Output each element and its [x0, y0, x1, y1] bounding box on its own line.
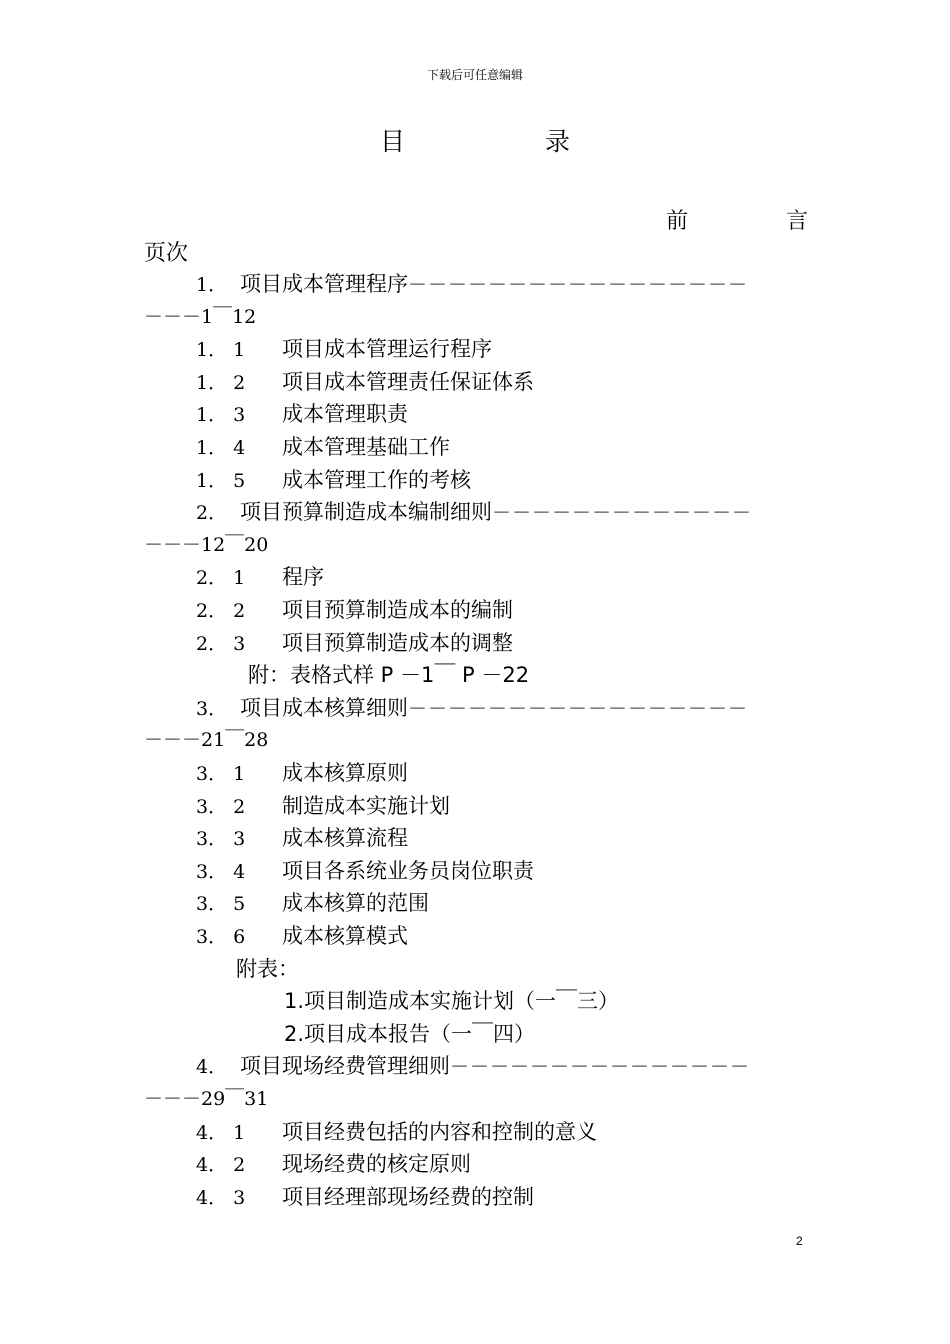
toc-chapter-page-range: －－－1￣12	[144, 306, 257, 328]
toc-section-title: 成本核算的范围	[282, 891, 429, 915]
toc-section-title: 项目成本管理责任保证体系	[282, 370, 534, 394]
toc-section	[196, 333, 492, 365]
toc-chapter-page-range: －－－21￣28	[144, 729, 269, 751]
toc-chapter	[196, 1050, 750, 1082]
toc-section-title: 制造成本实施计划	[282, 794, 450, 818]
toc-section-title: 成本核算原则	[282, 761, 408, 785]
toc-leader: －－－－－－－－－－－－－－－－－	[408, 698, 749, 720]
toc-section	[196, 398, 408, 430]
toc-section-number: 3． 2	[196, 796, 246, 818]
toc-section-number: 4． 2	[196, 1154, 246, 1176]
toc-section	[196, 594, 513, 626]
toc-section-title: 成本管理基础工作	[282, 435, 450, 459]
toc-section-title: 现场经费的核定原则	[282, 1152, 471, 1176]
toc-attachment-item: 1.项目制造成本实施计划（一￣三）	[284, 989, 620, 1013]
toc-leader: －－－－－－－－－－－－－－－	[450, 1056, 751, 1078]
preface-left: 前	[666, 209, 689, 234]
toc-attachment-item: 2.项目成本报告（一￣四）	[284, 1022, 536, 1046]
toc-chapter-number: 2．	[196, 502, 228, 524]
toc-section-number: 3． 5	[196, 893, 246, 915]
toc-section-title: 项目经费包括的内容和控制的意义	[282, 1120, 597, 1144]
toc-chapter-page-range: －－－29￣31	[144, 1088, 269, 1110]
toc-chapter	[196, 496, 752, 528]
toc-section-number: 2． 3	[196, 633, 246, 655]
toc-section-title: 项目经理部现场经费的控制	[282, 1185, 534, 1209]
page-title: 目 录	[380, 127, 636, 156]
toc-section	[196, 366, 534, 398]
toc-chapter	[196, 268, 748, 300]
toc-chapter-title: 项目成本核算细则	[240, 696, 408, 720]
toc-section	[196, 1116, 597, 1148]
toc-section-title: 程序	[282, 565, 324, 589]
toc-chapter	[196, 692, 748, 724]
preface-label	[666, 204, 808, 235]
toc-chapter-number: 1．	[196, 274, 228, 296]
toc-section-number: 1． 1	[196, 339, 246, 361]
toc-section	[196, 627, 513, 659]
toc-section	[196, 887, 429, 919]
toc-chapter-page-range: －－－12￣20	[144, 534, 269, 556]
toc-section-number: 1． 2	[196, 372, 246, 394]
toc-chapter-number: 4．	[196, 1056, 228, 1078]
toc-section-number: 4． 1	[196, 1122, 246, 1144]
toc-section-number: 3． 6	[196, 926, 246, 948]
toc-chapter-title: 项目成本管理程序	[240, 272, 408, 296]
preface-right: 言	[785, 209, 808, 234]
toc-section	[196, 1181, 534, 1213]
toc-section	[196, 431, 450, 463]
toc-section-number: 3． 3	[196, 828, 246, 850]
toc-section-number: 1． 4	[196, 437, 246, 459]
toc-section-number: 1． 3	[196, 404, 246, 426]
toc-section	[196, 757, 408, 789]
toc-attachment-heading: 附表：	[236, 957, 299, 981]
toc-section-title: 项目各系统业务员岗位职责	[282, 859, 534, 883]
toc-section-number: 2． 1	[196, 567, 246, 589]
toc-leader: －－－－－－－－－－－－－－－－－	[408, 274, 749, 296]
toc-section-number: 3． 4	[196, 861, 246, 883]
toc-section	[196, 561, 324, 593]
toc-section	[196, 1148, 471, 1180]
toc-section-title: 成本核算流程	[282, 826, 408, 850]
toc-chapter-number: 3．	[196, 698, 228, 720]
toc-attachment: 附：表格式样 P －1￣ P －22	[248, 663, 530, 687]
toc-section	[196, 920, 408, 952]
toc-section-title: 项目预算制造成本的调整	[282, 631, 513, 655]
toc-section	[196, 790, 450, 822]
toc-section	[196, 464, 471, 496]
page-number: 2	[796, 1234, 803, 1248]
toc-chapter-title: 项目预算制造成本编制细则	[240, 500, 492, 524]
toc-section-title: 项目预算制造成本的编制	[282, 598, 513, 622]
toc-section	[196, 822, 408, 854]
toc-section-number: 1． 5	[196, 470, 246, 492]
toc-section-number: 2． 2	[196, 600, 246, 622]
toc-section-number: 3． 1	[196, 763, 246, 785]
toc-section-title: 成本核算模式	[282, 924, 408, 948]
toc-section-title: 项目成本管理运行程序	[282, 337, 492, 361]
toc-leader: －－－－－－－－－－－－－	[492, 502, 753, 524]
toc-section	[196, 855, 534, 887]
toc-section-title: 成本管理工作的考核	[282, 468, 471, 492]
toc-chapter-title: 项目现场经费管理细则	[240, 1054, 450, 1078]
header-note: 下载后可任意编辑	[426, 68, 523, 82]
toc-section-title: 成本管理职责	[282, 402, 408, 426]
page-count-label: 页次	[144, 241, 189, 266]
toc-section-number: 4． 3	[196, 1187, 246, 1209]
